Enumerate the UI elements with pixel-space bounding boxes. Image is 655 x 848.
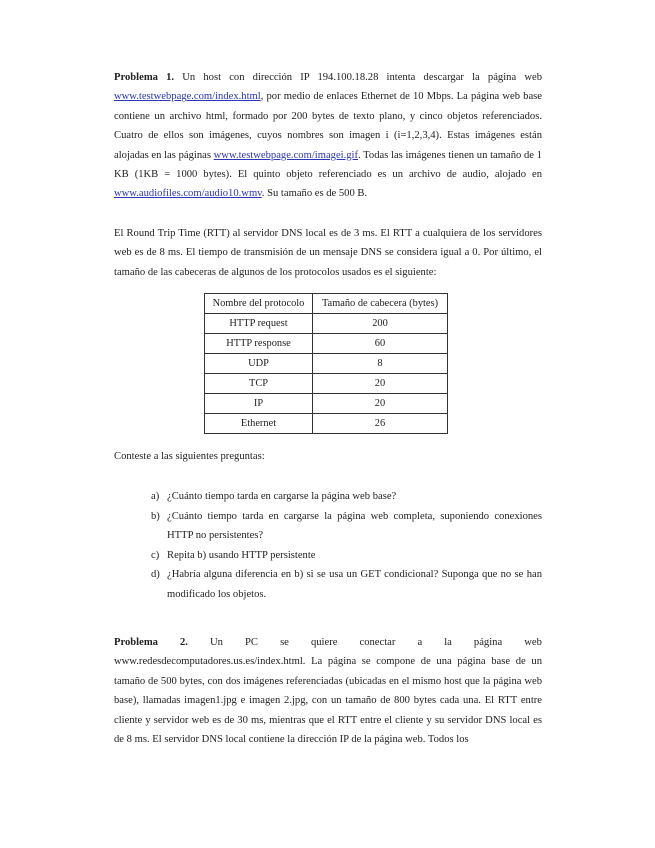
table-cell: 20: [313, 374, 448, 394]
table-row: [205, 394, 448, 414]
problem-2-body: www.redesdecomputadores.us.es/index.html. La página se compone de una página base de un tamaño de 500 bytes, con dos imágenes referenciadas (ubicadas en el mismo host que la página web base), llamadas imagen1.jpg e imagen 2.jpg, con un tamaño de 800 bytes cada una. El RTT entre cliente y servidor web es de 30 ms, mientras que el RTT entre el cliente y su servidor DNS local es de 8 ms. El servidor DNS local contiene la dirección IP de la página web. Todos los: [114, 656, 542, 745]
problem-2-title-word: 2.: [180, 636, 188, 648]
link-imagei-gif[interactable]: www.testwebpage.com/imagei.gif: [213, 149, 359, 161]
table-cell: HTTP response: [205, 334, 313, 354]
protocol-header-table: [204, 293, 448, 434]
problem-1-text-4: . Su tamaño es de 500 B.: [261, 188, 368, 200]
questions-intro: Conteste a las siguientes preguntas:: [114, 451, 265, 463]
table-row: [205, 414, 448, 434]
question-label: d): [151, 569, 160, 581]
table-header-cell: Tamaño de cabecera (bytes): [313, 294, 448, 314]
question-text: ¿Habría alguna diferencia en b) si se usa un GET condicional? Suponga que no se han modificado los objetos.: [167, 569, 542, 600]
table-row: [205, 374, 448, 394]
link-index-html[interactable]: www.testwebpage.com/index.html: [114, 91, 261, 103]
table-cell: 20: [313, 394, 448, 414]
table-cell: 60: [313, 334, 448, 354]
question-item: [151, 487, 542, 506]
table-cell: 200: [313, 314, 448, 334]
question-label: b): [151, 510, 160, 522]
table-cell: 8: [313, 354, 448, 374]
problem-1-text-1: Un host con dirección IP 194.100.18.28 intenta descargar la página web: [174, 72, 542, 83]
problem-2-title-word: página: [473, 636, 503, 648]
problem-1-paragraph: [114, 68, 542, 204]
question-item: [151, 546, 542, 565]
rtt-paragraph: El Round Trip Time (RTT) al servidor DNS local es de 3 ms. El RTT a cualquiera de los servidores web es de 8 ms. El tiempo de transmisión de un mensaje DNS se considera igual a 0. Por último, el tamaño de las cabeceras de algunos de los protocolos usados es el siguiente:: [114, 227, 542, 278]
table-cell: TCP: [205, 374, 313, 394]
problem-2-title-line: [114, 633, 542, 652]
question-item: [151, 507, 542, 546]
problem-2-title-word: quiere: [310, 636, 338, 648]
problem-1-text-2: , por medio de enlaces Ethernet de 10 Mbps. La página web base contiene un archivo html, formado por 200 bytes de texto plano, y cinco objetos referenciados. Cuatro de ellos son imágenes, cuyos nombres son imagen i (i=1,2,3,4). Estas imágenes están alojadas en las páginas: [114, 91, 542, 161]
problem-2-title-word: a: [417, 636, 423, 648]
question-list: [114, 487, 542, 603]
question-label: c): [151, 549, 160, 561]
table-cell: UDP: [205, 354, 313, 374]
document-content: [114, 68, 542, 749]
problem-2-title-word: se: [280, 636, 289, 648]
problem-2-title-word: Un: [210, 636, 223, 648]
table-header-cell: Nombre del protocolo: [205, 294, 313, 314]
question-label: a): [151, 491, 160, 503]
link-audio10-wmv[interactable]: www.audiofiles.com/audio10.wmv: [114, 188, 262, 200]
question-text: ¿Cuánto tiempo tarda en cargarse la página web completa, suponiendo conexiones HTTP no persistentes?: [167, 510, 542, 542]
table-cell: IP: [205, 394, 313, 414]
table-cell: HTTP request: [205, 314, 313, 334]
table-header-row: [205, 294, 448, 314]
table-cell: Ethernet: [205, 414, 313, 434]
question-text: ¿Cuánto tiempo tarda en cargarse la página web base?: [167, 491, 397, 503]
problem-2-title-word: Problema: [114, 636, 158, 648]
problem-2-title-word: la: [444, 636, 452, 648]
question-text: Repita b) usando HTTP persistente: [167, 549, 316, 561]
table-row: [205, 334, 448, 354]
problem-1-text-3: . Todas las imágenes tienen un tamaño de 1 KB (1KB = 1000 bytes). El quinto objeto referenciado es un archivo de audio, alojado en: [114, 149, 542, 181]
problem-2-title-word: web: [524, 636, 542, 648]
table-row: [205, 354, 448, 374]
table-cell: 26: [313, 414, 448, 434]
problem-2-title-word: conectar: [359, 636, 396, 648]
problem-1-title: Problema 1.: [114, 72, 175, 83]
question-item: [151, 565, 542, 604]
table-row: [205, 314, 448, 334]
problem-2-title-word: PC: [245, 636, 258, 648]
